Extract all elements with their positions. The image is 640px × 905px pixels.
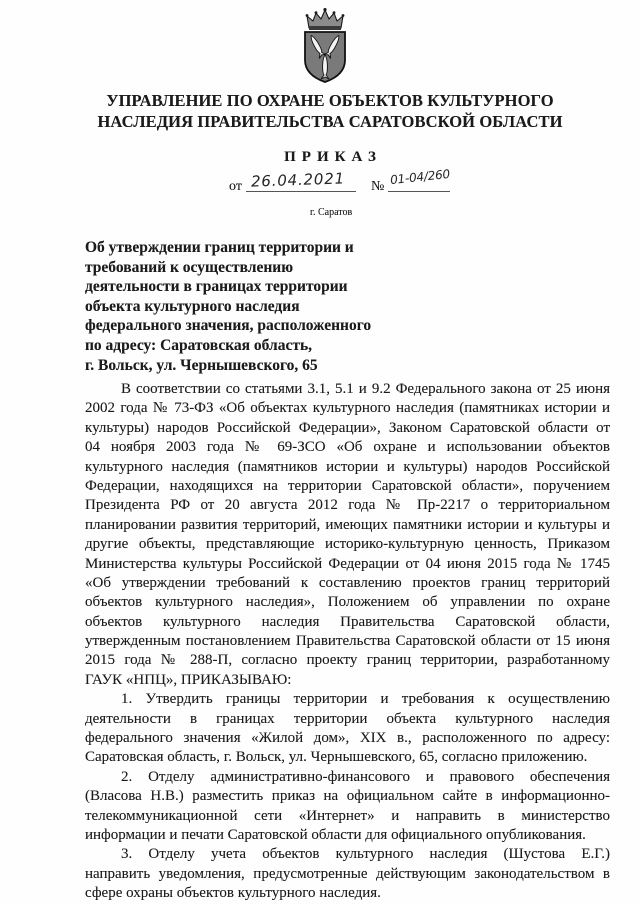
saratov-coat-of-arms-icon	[300, 7, 350, 83]
preamble-line: Министерства культуры Российской Федерации от 04 июня 2015 года № 1745	[85, 555, 610, 572]
preamble-line: объектов культурного наследия Правительства Саратовской области,	[85, 613, 610, 630]
crown-band	[309, 26, 341, 30]
crown-tip	[333, 11, 336, 14]
handwritten-number: 01-04/260	[389, 166, 451, 188]
preamble-line: Президента РФ от 20 августа 2012 года № Пр-2217 о территориальном	[85, 497, 610, 514]
date-field	[246, 170, 356, 192]
order-item-3	[85, 845, 610, 903]
handwritten-date: 26.04.2021	[250, 169, 346, 191]
item-line: (Власова Н.В.) разместить приказ на официальном сайте в информационно-	[85, 788, 610, 805]
title-line: по адресу: Саратовская область,	[85, 336, 313, 354]
title-line: Об утверждении границ территории и	[85, 239, 354, 256]
title-line: требований к осуществлению	[85, 258, 294, 276]
preamble-line: «Об утверждении требований к составлению проектов границ территорий	[85, 574, 610, 591]
item-line: деятельности в границах территории объекта культурного наследия	[85, 710, 610, 727]
crown-tip	[306, 14, 309, 17]
crown-tip	[315, 11, 318, 14]
preamble-line: другие объекты, представляющие историко-культурную ценность, Приказом	[85, 536, 610, 553]
crown-tip	[342, 14, 345, 17]
preamble-line: ГАУК «НПЦ», ПРИКАЗЫВАЮ:	[85, 671, 292, 688]
city: г. Саратов	[310, 207, 353, 218]
preamble-line: В соответствии со статьями 3.1, 5.1 и 9.2 Федерального закона от 25 июня	[121, 381, 610, 397]
organization-name	[30, 90, 630, 132]
preamble-line: 04 ноября 2003 года № 69-ЗСО «Об охране и использовании объектов	[85, 439, 610, 456]
preamble-line: культурного наследия (памятников истории и культуры) народов Российской	[85, 458, 610, 475]
number-sign: №	[371, 179, 385, 194]
item-line: федерального значения «Жилой дом», XIX в., расположенного по адресу:	[85, 730, 610, 747]
title-line: деятельности в границах территории	[85, 278, 348, 296]
item-line: 2. Отделу административно-финансового и правового обеспечения	[121, 768, 610, 785]
order-title	[85, 238, 371, 375]
order-body	[85, 380, 610, 904]
title-line: объекта культурного наследия	[85, 297, 300, 315]
organization-name-line: НАСЛЕДИЯ ПРАВИТЕЛЬСТВА САРАТОВСКОЙ ОБЛАСТИ	[97, 112, 563, 131]
crown-body	[307, 10, 343, 28]
crown-icon	[306, 8, 345, 30]
order-item-2	[85, 768, 610, 846]
preamble-line: 2002 года № 73-ФЗ «Об объектах культурного наследия (памятниках истории и	[85, 400, 610, 417]
coat-of-arms-graphic	[300, 7, 350, 83]
number-field	[388, 166, 451, 192]
item-line: Саратовская область, г. Вольск, ул. Чернышевского, 65, согласно приложению.	[85, 749, 588, 766]
crown-tip	[323, 8, 326, 11]
item-line: 3. Отделу учета объектов культурного наследия (Шустова Е.Г.)	[121, 846, 610, 863]
preamble-line: 2015 года № 288-П, согласно проекту границ территории, разработанному	[85, 652, 610, 669]
preamble-line: объектов культурного наследия», Положением об управлении по охране	[85, 594, 610, 611]
document-type: ПРИКАЗ	[284, 149, 382, 165]
item-line: телекоммуникационной сети «Интернет» и направить в министерство	[85, 807, 610, 824]
preamble-line: утвержденным постановлением Правительства Саратовской области от 15 июня	[85, 633, 610, 650]
preamble-paragraph	[85, 380, 610, 690]
preamble-line: культуры) народов Российской Федерации», Законом Саратовской области от	[85, 419, 610, 436]
item-line: сфере охраны объектов культурного наследия.	[85, 885, 381, 902]
preamble-line: планировании развития территорий, имеющих памятники истории и культуры и	[85, 516, 610, 533]
item-line: направить уведомления, предусмотренные действующим законодательством в	[85, 865, 610, 882]
organization-name-line: УПРАВЛЕНИЕ ПО ОХРАНЕ ОБЪЕКТОВ КУЛЬТУРНОГО	[106, 91, 554, 110]
preamble-line: Федерации, находящихся на территории Саратовской области», поручением	[85, 477, 610, 494]
order-item-1	[85, 690, 610, 768]
item-line: 1. Утвердить границы территории и требования к осуществлению	[121, 691, 610, 708]
title-line: федерального значения, расположенного	[85, 317, 372, 335]
title-line: г. Вольск, ул. Чернышевского, 65	[85, 356, 318, 374]
item-line: информации и печати Саратовской области для официального опубликования.	[85, 826, 586, 843]
date-prefix: от	[229, 179, 242, 194]
